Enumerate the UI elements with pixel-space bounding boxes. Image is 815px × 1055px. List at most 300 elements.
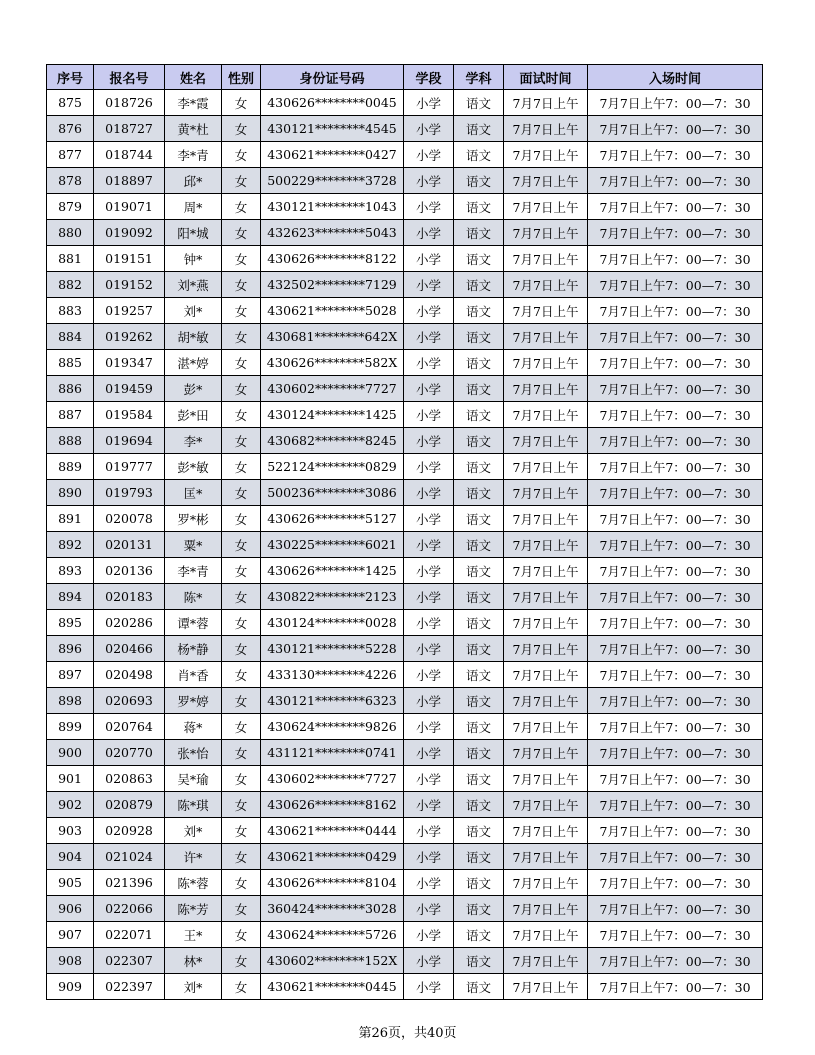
cell-gender: 女	[222, 584, 261, 610]
cell-interview-time: 7月7日上午	[504, 636, 588, 662]
cell-subject: 语文	[454, 974, 504, 1000]
cell-index: 888	[47, 428, 94, 454]
cell-index: 901	[47, 766, 94, 792]
cell-gender: 女	[222, 480, 261, 506]
cell-index: 877	[47, 142, 94, 168]
cell-name: 李*青	[165, 142, 222, 168]
cell-name: 周*	[165, 194, 222, 220]
cell-stage: 小学	[404, 428, 454, 454]
cell-entry-time: 7月7日上午7：00—7：30	[588, 766, 763, 792]
cell-stage: 小学	[404, 636, 454, 662]
cell-entry-time: 7月7日上午7：00—7：30	[588, 558, 763, 584]
cell-stage: 小学	[404, 714, 454, 740]
cell-reg-no: 020928	[94, 818, 165, 844]
col-header-name: 姓名	[165, 65, 222, 90]
cell-name: 陈*蓉	[165, 870, 222, 896]
cell-name: 刘*	[165, 818, 222, 844]
cell-gender: 女	[222, 766, 261, 792]
cell-stage: 小学	[404, 558, 454, 584]
cell-id-number: 430621********5028	[261, 298, 404, 324]
cell-id-number: 430621********0445	[261, 974, 404, 1000]
cell-stage: 小学	[404, 454, 454, 480]
cell-subject: 语文	[454, 558, 504, 584]
cell-stage: 小学	[404, 532, 454, 558]
cell-entry-time: 7月7日上午7：00—7：30	[588, 324, 763, 350]
cell-gender: 女	[222, 350, 261, 376]
cell-id-number: 360424********3028	[261, 896, 404, 922]
cell-entry-time: 7月7日上午7：00—7：30	[588, 922, 763, 948]
cell-stage: 小学	[404, 376, 454, 402]
cell-interview-time: 7月7日上午	[504, 428, 588, 454]
cell-interview-time: 7月7日上午	[504, 90, 588, 116]
cell-interview-time: 7月7日上午	[504, 506, 588, 532]
cell-entry-time: 7月7日上午7：00—7：30	[588, 298, 763, 324]
table-row	[47, 740, 763, 766]
cell-reg-no: 020466	[94, 636, 165, 662]
cell-subject: 语文	[454, 298, 504, 324]
cell-stage: 小学	[404, 480, 454, 506]
cell-id-number: 430621********0444	[261, 818, 404, 844]
cell-gender: 女	[222, 662, 261, 688]
cell-gender: 女	[222, 402, 261, 428]
cell-reg-no: 020183	[94, 584, 165, 610]
col-header-index: 序号	[47, 65, 94, 90]
table-row	[47, 584, 763, 610]
cell-stage: 小学	[404, 662, 454, 688]
cell-reg-no: 020078	[94, 506, 165, 532]
cell-gender: 女	[222, 168, 261, 194]
table-row	[47, 974, 763, 1000]
cell-name: 胡*敏	[165, 324, 222, 350]
cell-entry-time: 7月7日上午7：00—7：30	[588, 90, 763, 116]
cell-interview-time: 7月7日上午	[504, 376, 588, 402]
cell-entry-time: 7月7日上午7：00—7：30	[588, 896, 763, 922]
cell-gender: 女	[222, 246, 261, 272]
cell-reg-no: 020131	[94, 532, 165, 558]
cell-interview-time: 7月7日上午	[504, 142, 588, 168]
cell-interview-time: 7月7日上午	[504, 818, 588, 844]
cell-subject: 语文	[454, 948, 504, 974]
cell-name: 肖*香	[165, 662, 222, 688]
table-row	[47, 896, 763, 922]
cell-subject: 语文	[454, 870, 504, 896]
cell-interview-time: 7月7日上午	[504, 246, 588, 272]
cell-name: 罗*婷	[165, 688, 222, 714]
cell-gender: 女	[222, 922, 261, 948]
cell-stage: 小学	[404, 948, 454, 974]
cell-gender: 女	[222, 740, 261, 766]
cell-reg-no: 019777	[94, 454, 165, 480]
cell-entry-time: 7月7日上午7：00—7：30	[588, 506, 763, 532]
cell-subject: 语文	[454, 532, 504, 558]
cell-name: 刘*	[165, 298, 222, 324]
cell-gender: 女	[222, 324, 261, 350]
cell-index: 878	[47, 168, 94, 194]
cell-id-number: 430121********1043	[261, 194, 404, 220]
table-row	[47, 246, 763, 272]
cell-name: 许*	[165, 844, 222, 870]
table-row	[47, 662, 763, 688]
cell-index: 909	[47, 974, 94, 1000]
cell-id-number: 430121********5228	[261, 636, 404, 662]
cell-gender: 女	[222, 870, 261, 896]
cell-entry-time: 7月7日上午7：00—7：30	[588, 584, 763, 610]
cell-stage: 小学	[404, 90, 454, 116]
cell-entry-time: 7月7日上午7：00—7：30	[588, 454, 763, 480]
cell-entry-time: 7月7日上午7：00—7：30	[588, 532, 763, 558]
cell-index: 902	[47, 792, 94, 818]
cell-reg-no: 020136	[94, 558, 165, 584]
cell-reg-no: 020879	[94, 792, 165, 818]
table-row	[47, 636, 763, 662]
cell-index: 891	[47, 506, 94, 532]
cell-stage: 小学	[404, 142, 454, 168]
table-row	[47, 948, 763, 974]
cell-gender: 女	[222, 116, 261, 142]
cell-reg-no: 020863	[94, 766, 165, 792]
cell-stage: 小学	[404, 818, 454, 844]
page-footer: 第26页，共40页	[358, 1026, 457, 1041]
cell-entry-time: 7月7日上午7：00—7：30	[588, 272, 763, 298]
cell-interview-time: 7月7日上午	[504, 220, 588, 246]
cell-stage: 小学	[404, 688, 454, 714]
cell-interview-time: 7月7日上午	[504, 324, 588, 350]
cell-stage: 小学	[404, 870, 454, 896]
cell-stage: 小学	[404, 844, 454, 870]
table-row	[47, 766, 763, 792]
cell-stage: 小学	[404, 792, 454, 818]
cell-subject: 语文	[454, 376, 504, 402]
cell-stage: 小学	[404, 922, 454, 948]
cell-name: 彭*田	[165, 402, 222, 428]
cell-reg-no: 019793	[94, 480, 165, 506]
cell-stage: 小学	[404, 194, 454, 220]
cell-gender: 女	[222, 220, 261, 246]
cell-gender: 女	[222, 376, 261, 402]
cell-id-number: 430682********8245	[261, 428, 404, 454]
cell-subject: 语文	[454, 454, 504, 480]
cell-entry-time: 7月7日上午7：00—7：30	[588, 428, 763, 454]
table-row	[47, 506, 763, 532]
cell-subject: 语文	[454, 584, 504, 610]
cell-name: 陈*	[165, 584, 222, 610]
cell-name: 彭*	[165, 376, 222, 402]
cell-gender: 女	[222, 454, 261, 480]
cell-id-number: 500229********3728	[261, 168, 404, 194]
cell-index: 882	[47, 272, 94, 298]
cell-id-number: 430124********1425	[261, 402, 404, 428]
cell-name: 杨*静	[165, 636, 222, 662]
cell-entry-time: 7月7日上午7：00—7：30	[588, 168, 763, 194]
cell-index: 885	[47, 350, 94, 376]
cell-name: 罗*彬	[165, 506, 222, 532]
cell-gender: 女	[222, 428, 261, 454]
cell-index: 895	[47, 610, 94, 636]
cell-id-number: 430626********8104	[261, 870, 404, 896]
table-row	[47, 90, 763, 116]
cell-index: 906	[47, 896, 94, 922]
cell-interview-time: 7月7日上午	[504, 194, 588, 220]
cell-stage: 小学	[404, 584, 454, 610]
table-row	[47, 922, 763, 948]
cell-subject: 语文	[454, 844, 504, 870]
cell-id-number: 430626********8162	[261, 792, 404, 818]
cell-id-number: 522124********0829	[261, 454, 404, 480]
cell-entry-time: 7月7日上午7：00—7：30	[588, 402, 763, 428]
cell-name: 刘*	[165, 974, 222, 1000]
cell-name: 林*	[165, 948, 222, 974]
cell-stage: 小学	[404, 298, 454, 324]
cell-index: 884	[47, 324, 94, 350]
cell-interview-time: 7月7日上午	[504, 688, 588, 714]
cell-index: 903	[47, 818, 94, 844]
cell-reg-no: 021396	[94, 870, 165, 896]
cell-name: 阳*城	[165, 220, 222, 246]
cell-id-number: 500236********3086	[261, 480, 404, 506]
cell-entry-time: 7月7日上午7：00—7：30	[588, 662, 763, 688]
cell-stage: 小学	[404, 324, 454, 350]
table-row	[47, 220, 763, 246]
cell-entry-time: 7月7日上午7：00—7：30	[588, 636, 763, 662]
cell-stage: 小学	[404, 766, 454, 792]
col-header-subject: 学科	[454, 65, 504, 90]
cell-gender: 女	[222, 506, 261, 532]
cell-index: 897	[47, 662, 94, 688]
cell-interview-time: 7月7日上午	[504, 662, 588, 688]
cell-name: 谭*蓉	[165, 610, 222, 636]
cell-id-number: 430602********152X	[261, 948, 404, 974]
cell-entry-time: 7月7日上午7：00—7：30	[588, 844, 763, 870]
cell-interview-time: 7月7日上午	[504, 480, 588, 506]
cell-subject: 语文	[454, 402, 504, 428]
cell-gender: 女	[222, 948, 261, 974]
table-row	[47, 324, 763, 350]
col-header-id-number: 身份证号码	[261, 65, 404, 90]
cell-gender: 女	[222, 844, 261, 870]
cell-entry-time: 7月7日上午7：00—7：30	[588, 948, 763, 974]
cell-gender: 女	[222, 610, 261, 636]
cell-subject: 语文	[454, 116, 504, 142]
cell-reg-no: 018727	[94, 116, 165, 142]
cell-reg-no: 020770	[94, 740, 165, 766]
cell-subject: 语文	[454, 636, 504, 662]
cell-name: 吴*瑜	[165, 766, 222, 792]
cell-index: 894	[47, 584, 94, 610]
cell-reg-no: 019459	[94, 376, 165, 402]
cell-gender: 女	[222, 194, 261, 220]
cell-id-number: 431121********0741	[261, 740, 404, 766]
col-header-stage: 学段	[404, 65, 454, 90]
cell-entry-time: 7月7日上午7：00—7：30	[588, 818, 763, 844]
cell-reg-no: 018744	[94, 142, 165, 168]
col-header-entry-time: 入场时间	[588, 65, 763, 90]
cell-entry-time: 7月7日上午7：00—7：30	[588, 792, 763, 818]
cell-interview-time: 7月7日上午	[504, 948, 588, 974]
cell-name: 陈*琪	[165, 792, 222, 818]
cell-interview-time: 7月7日上午	[504, 558, 588, 584]
cell-reg-no: 018897	[94, 168, 165, 194]
cell-gender: 女	[222, 818, 261, 844]
cell-interview-time: 7月7日上午	[504, 350, 588, 376]
cell-reg-no: 019584	[94, 402, 165, 428]
cell-id-number: 430225********6021	[261, 532, 404, 558]
cell-entry-time: 7月7日上午7：00—7：30	[588, 870, 763, 896]
cell-interview-time: 7月7日上午	[504, 168, 588, 194]
cell-stage: 小学	[404, 220, 454, 246]
col-header-gender: 性别	[222, 65, 261, 90]
table-row	[47, 480, 763, 506]
col-header-reg-no: 报名号	[94, 65, 165, 90]
cell-gender: 女	[222, 688, 261, 714]
cell-index: 905	[47, 870, 94, 896]
cell-entry-time: 7月7日上午7：00—7：30	[588, 714, 763, 740]
cell-gender: 女	[222, 896, 261, 922]
cell-id-number: 430624********9826	[261, 714, 404, 740]
cell-interview-time: 7月7日上午	[504, 532, 588, 558]
cell-stage: 小学	[404, 506, 454, 532]
table-row	[47, 376, 763, 402]
cell-id-number: 432623********5043	[261, 220, 404, 246]
table-row	[47, 272, 763, 298]
cell-index: 879	[47, 194, 94, 220]
table-row	[47, 558, 763, 584]
cell-index: 908	[47, 948, 94, 974]
cell-interview-time: 7月7日上午	[504, 454, 588, 480]
cell-index: 881	[47, 246, 94, 272]
cell-reg-no: 019257	[94, 298, 165, 324]
cell-index: 904	[47, 844, 94, 870]
cell-name: 匡*	[165, 480, 222, 506]
cell-index: 896	[47, 636, 94, 662]
cell-name: 蒋*	[165, 714, 222, 740]
cell-id-number: 430624********5726	[261, 922, 404, 948]
cell-subject: 语文	[454, 896, 504, 922]
cell-reg-no: 019092	[94, 220, 165, 246]
cell-stage: 小学	[404, 246, 454, 272]
cell-subject: 语文	[454, 792, 504, 818]
cell-gender: 女	[222, 974, 261, 1000]
cell-interview-time: 7月7日上午	[504, 844, 588, 870]
table-row	[47, 844, 763, 870]
cell-reg-no: 019694	[94, 428, 165, 454]
cell-entry-time: 7月7日上午7：00—7：30	[588, 194, 763, 220]
cell-subject: 语文	[454, 324, 504, 350]
table-row	[47, 402, 763, 428]
cell-stage: 小学	[404, 740, 454, 766]
cell-subject: 语文	[454, 610, 504, 636]
cell-id-number: 432502********7129	[261, 272, 404, 298]
candidate-table	[46, 64, 763, 1000]
cell-index: 886	[47, 376, 94, 402]
cell-entry-time: 7月7日上午7：00—7：30	[588, 220, 763, 246]
cell-stage: 小学	[404, 402, 454, 428]
cell-entry-time: 7月7日上午7：00—7：30	[588, 376, 763, 402]
cell-entry-time: 7月7日上午7：00—7：30	[588, 974, 763, 1000]
cell-name: 湛*婷	[165, 350, 222, 376]
cell-id-number: 430602********7727	[261, 376, 404, 402]
cell-interview-time: 7月7日上午	[504, 974, 588, 1000]
cell-id-number: 430681********642X	[261, 324, 404, 350]
cell-reg-no: 021024	[94, 844, 165, 870]
cell-reg-no: 022066	[94, 896, 165, 922]
table-row	[47, 688, 763, 714]
cell-gender: 女	[222, 636, 261, 662]
cell-subject: 语文	[454, 194, 504, 220]
cell-index: 907	[47, 922, 94, 948]
table-row	[47, 610, 763, 636]
cell-subject: 语文	[454, 740, 504, 766]
table-row	[47, 168, 763, 194]
cell-stage: 小学	[404, 116, 454, 142]
cell-subject: 语文	[454, 818, 504, 844]
cell-id-number: 430124********0028	[261, 610, 404, 636]
cell-index: 875	[47, 90, 94, 116]
cell-entry-time: 7月7日上午7：00—7：30	[588, 480, 763, 506]
cell-stage: 小学	[404, 350, 454, 376]
cell-id-number: 430626********1425	[261, 558, 404, 584]
cell-reg-no: 019152	[94, 272, 165, 298]
cell-stage: 小学	[404, 974, 454, 1000]
cell-index: 880	[47, 220, 94, 246]
cell-gender: 女	[222, 792, 261, 818]
cell-subject: 语文	[454, 662, 504, 688]
cell-entry-time: 7月7日上午7：00—7：30	[588, 610, 763, 636]
cell-interview-time: 7月7日上午	[504, 584, 588, 610]
cell-interview-time: 7月7日上午	[504, 896, 588, 922]
cell-name: 张*怡	[165, 740, 222, 766]
col-header-interview-time: 面试时间	[504, 65, 588, 90]
cell-gender: 女	[222, 298, 261, 324]
cell-index: 876	[47, 116, 94, 142]
cell-interview-time: 7月7日上午	[504, 610, 588, 636]
cell-gender: 女	[222, 558, 261, 584]
cell-index: 883	[47, 298, 94, 324]
table-row	[47, 116, 763, 142]
cell-gender: 女	[222, 90, 261, 116]
cell-name: 钟*	[165, 246, 222, 272]
cell-interview-time: 7月7日上午	[504, 792, 588, 818]
cell-index: 892	[47, 532, 94, 558]
cell-id-number: 430626********5127	[261, 506, 404, 532]
cell-id-number: 430121********6323	[261, 688, 404, 714]
cell-entry-time: 7月7日上午7：00—7：30	[588, 350, 763, 376]
cell-id-number: 430626********582X	[261, 350, 404, 376]
cell-reg-no: 022071	[94, 922, 165, 948]
cell-reg-no: 020286	[94, 610, 165, 636]
cell-entry-time: 7月7日上午7：00—7：30	[588, 688, 763, 714]
cell-name: 李*青	[165, 558, 222, 584]
cell-name: 王*	[165, 922, 222, 948]
cell-interview-time: 7月7日上午	[504, 714, 588, 740]
table-row	[47, 532, 763, 558]
table-row	[47, 194, 763, 220]
cell-id-number: 430621********0427	[261, 142, 404, 168]
table-row	[47, 714, 763, 740]
cell-name: 刘*燕	[165, 272, 222, 298]
cell-reg-no: 022397	[94, 974, 165, 1000]
cell-reg-no: 018726	[94, 90, 165, 116]
cell-index: 899	[47, 714, 94, 740]
cell-subject: 语文	[454, 168, 504, 194]
cell-interview-time: 7月7日上午	[504, 766, 588, 792]
cell-subject: 语文	[454, 90, 504, 116]
cell-interview-time: 7月7日上午	[504, 272, 588, 298]
cell-name: 邱*	[165, 168, 222, 194]
cell-id-number: 433130********4226	[261, 662, 404, 688]
cell-gender: 女	[222, 142, 261, 168]
header-row	[47, 65, 763, 90]
cell-reg-no: 020693	[94, 688, 165, 714]
